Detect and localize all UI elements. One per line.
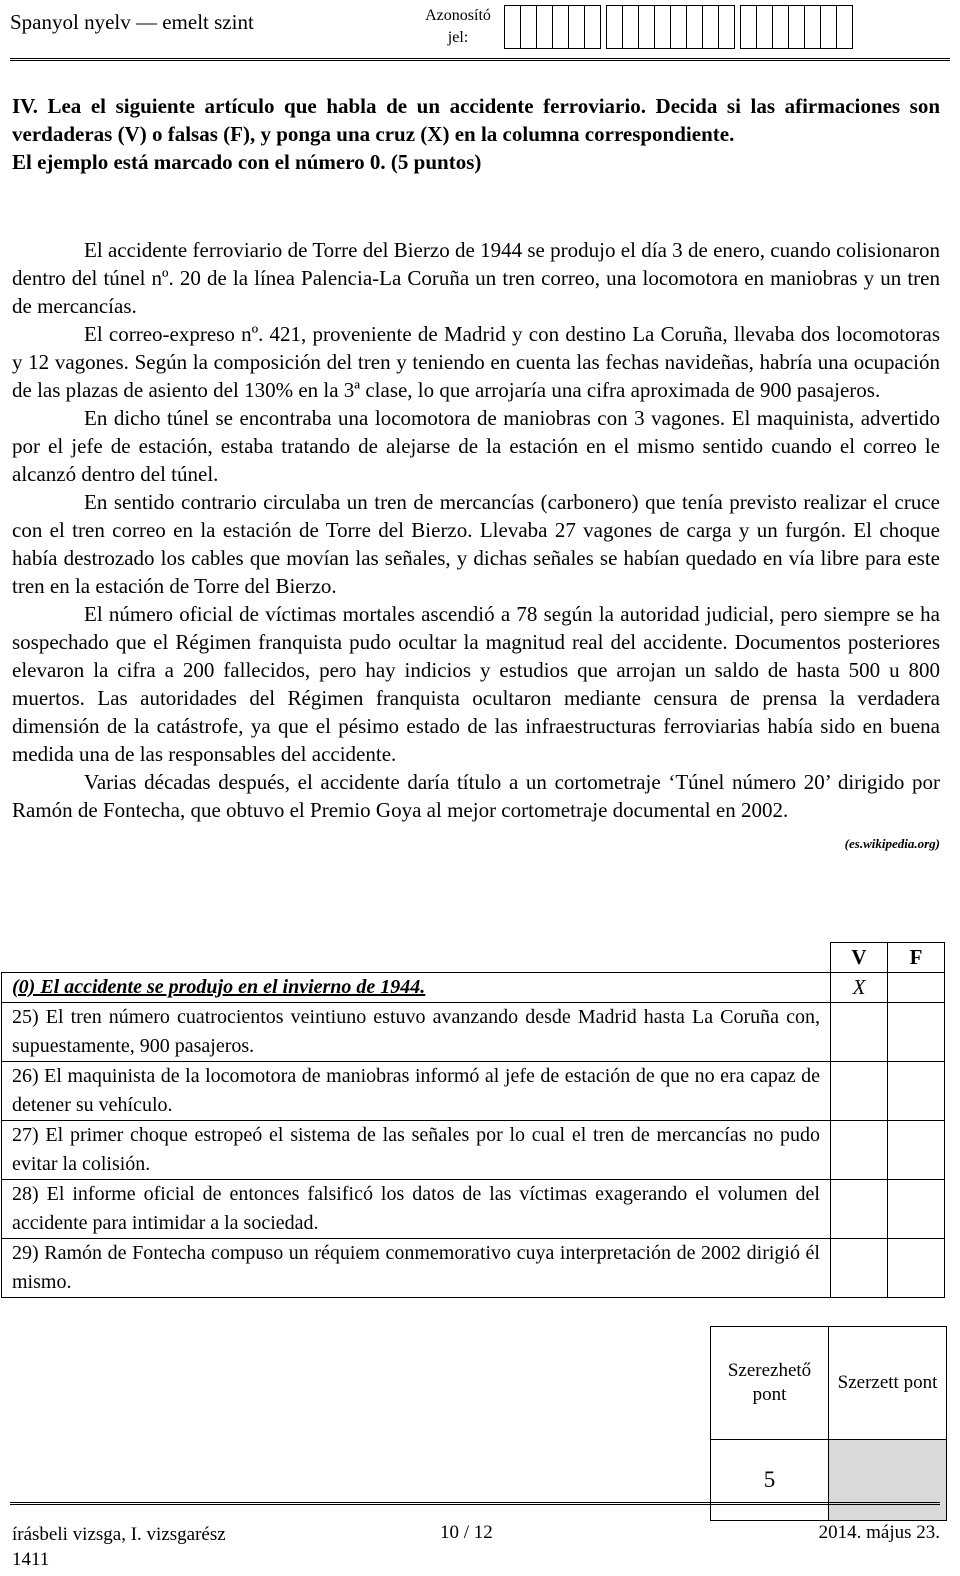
answer-cell-f[interactable] — [888, 973, 945, 1003]
table-row — [2, 1121, 945, 1180]
id-boxes — [505, 5, 853, 49]
source-citation: (es.wikipedia.org) — [844, 836, 940, 851]
true-false-table — [1, 942, 945, 1298]
header-rule — [10, 58, 950, 61]
id-box — [638, 5, 655, 49]
id-box — [804, 5, 821, 49]
id-box — [702, 5, 719, 49]
answer-cell-v[interactable] — [831, 1121, 888, 1180]
article-paragraph: El accidente ferroviario de Torre del Bierzo de 1944 se produjo el día 3 de enero, cuando colisionaron dentro del túnel nº. 20 de la línea Palencia-La Coruña un tren correo, una locomotora en maniobras y un tren de mercancías. — [12, 238, 940, 318]
id-label: Azonosító jel: — [425, 7, 491, 46]
answer-cell-v[interactable] — [831, 1239, 888, 1298]
article-paragraph: En sentido contrario circulaba un tren de mercancías (carbonero) que tenía previsto realizar el cruce con el tren correo en la estación de Torre del Bierzo. Llevaba 27 vagones de carga y un furgón. El choque había destrozado los cables que movían las señales, y dichas señales se habían quedado en vía libre para este tren en la estación de Torre del Bierzo. — [12, 490, 940, 598]
statement: 29) Ramón de Fontecha compuso un réquiem conmemorativo cuya interpretación de 2002 dirigió él mismo. — [2, 1239, 831, 1298]
example-statement: (0) El accidente se produjo en el invierno de 1944. — [12, 976, 426, 998]
id-box — [520, 5, 537, 49]
id-box — [622, 5, 639, 49]
page-header — [0, 0, 960, 60]
answer-cell-f[interactable] — [888, 1062, 945, 1121]
table-row — [2, 1062, 945, 1121]
table-row — [2, 1180, 945, 1239]
answer-cell-f[interactable] — [888, 1239, 945, 1298]
page-number: 10 / 12 — [440, 1522, 493, 1543]
score-table — [710, 1326, 947, 1521]
article-paragraph: En dicho túnel se encontraba una locomotora de maniobras con 3 vagones. El maquinista, advertido por el jefe de estación, estaba tratando de alejarse de la estación en el mismo sentido cuando el correo le alcanzó dentro del túnel. — [12, 406, 940, 486]
answer-cell-f[interactable] — [888, 1180, 945, 1239]
task-instructions: IV. Lea el siguiente artículo que habla de un accidente ferroviario. Decida si las afirmaciones son verdaderas (V) o falsas (F), y ponga una cruz (X) en la columna correspondiente. El ejemplo está marcado con el número 0. (5 puntos) — [12, 94, 940, 174]
statement: 25) El tren número cuatrocientos veintiuno estuvo avanzando desde Madrid hasta La Coruña con, supuestamente, 900 pasajeros. — [2, 1003, 831, 1062]
article — [12, 236, 940, 858]
column-f: F — [888, 943, 945, 973]
article-paragraph: El número oficial de víctimas mortales ascendió a 78 según la autoridad judicial, pero siempre se ha sospechado que el Régimen franquista pudo ocultar la magnitud real del accidente. Documentos posteriores elevaron la cifra a 200 fallecidos, pero hay indicios y estudios que arrojan un saldo de hasta 500 u 800 muertos. Las autoridades del Régimen franquista ocultaron mediante censura de prensa la verdadera dimensión de la catástrofe, ya que el pésimo estado de las infraestructuras ferroviarias había sido en buena medida una de las responsables del accidente. — [12, 602, 940, 766]
id-box — [772, 5, 789, 49]
id-box — [606, 5, 623, 49]
table-row — [2, 1239, 945, 1298]
earned-points-cell[interactable] — [829, 1440, 947, 1521]
answer-cell-v[interactable] — [831, 1003, 888, 1062]
answer-cell-f[interactable] — [888, 1121, 945, 1180]
id-box — [568, 5, 585, 49]
id-box — [504, 5, 521, 49]
answer-cell-f[interactable] — [888, 1003, 945, 1062]
id-box — [536, 5, 553, 49]
id-box — [718, 5, 735, 49]
answer-cell-v[interactable] — [831, 1062, 888, 1121]
column-v: V — [831, 943, 888, 973]
answer-cell-v[interactable]: X — [831, 973, 888, 1003]
answer-cell-v[interactable] — [831, 1180, 888, 1239]
footer-rule — [10, 1502, 940, 1505]
table-row — [2, 973, 945, 1003]
id-box — [654, 5, 671, 49]
max-points-label: Szerezhető pont — [711, 1327, 829, 1440]
statement: 26) El maquinista de la locomotora de maniobras informó al jefe de estación de que no era capaz de detener su vehículo. — [2, 1062, 831, 1121]
max-points-value: 5 — [711, 1440, 829, 1521]
statement: 27) El primer choque estropeó el sistema de las señales por lo cual el tren de mercancías no pudo evitar la colisión. — [2, 1121, 831, 1180]
id-box — [836, 5, 853, 49]
id-box — [670, 5, 687, 49]
footer-exam-part: írásbeli vizsga, I. vizsgarész 1411 — [12, 1524, 226, 1570]
exam-date: 2014. május 23. — [818, 1522, 940, 1543]
article-paragraph: El correo-expreso nº. 421, proveniente de Madrid y con destino La Coruña, llevaba dos locomotoras y 12 vagones. Según la composición del tren y teniendo en cuenta las fechas navideñas, habría una ocupación de las plazas de asiento del 130% en la 3ª clase, lo que arrojaría una cifra aproximada de 900 pasajeros. — [12, 322, 940, 402]
exam-title: Spanyol nyelv — emelt szint — [10, 10, 254, 34]
id-box — [756, 5, 773, 49]
id-box — [686, 5, 703, 49]
earned-points-label: Szerzett pont — [829, 1327, 947, 1440]
id-box — [788, 5, 805, 49]
statement: 28) El informe oficial de entonces falsificó los datos de las víctimas exagerando el volumen del accidente para intimidar a la sociedad. — [2, 1180, 831, 1239]
id-box — [552, 5, 569, 49]
id-box — [820, 5, 837, 49]
table-row — [2, 1003, 945, 1062]
article-paragraph: Varias décadas después, el accidente daría título a un cortometraje ‘Túnel número 20’ dirigido por Ramón de Fontecha, que obtuvo el Premio Goya al mejor cortometraje documental en 2002. (es.wikipedia.org) — [12, 768, 940, 824]
id-box — [740, 5, 757, 49]
id-box — [584, 5, 601, 49]
